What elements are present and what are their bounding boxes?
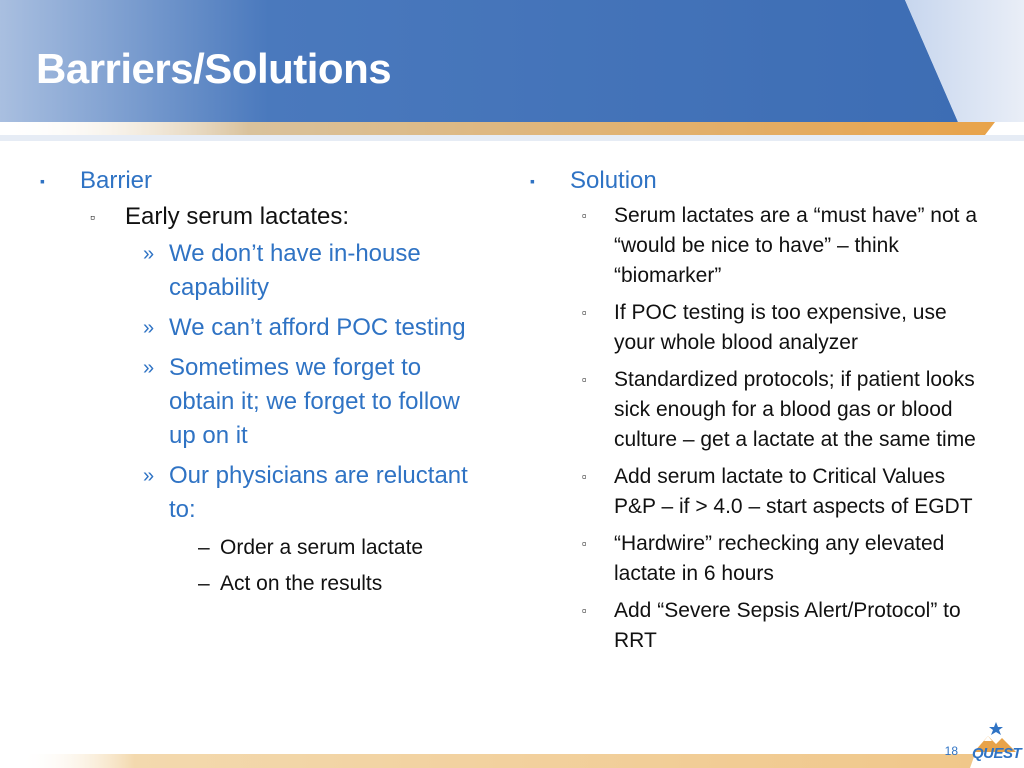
barrier-heading-text: Barrier bbox=[80, 167, 153, 194]
solution-item bbox=[530, 298, 990, 358]
hollow-square-bullet-icon: ▫ bbox=[90, 209, 95, 225]
hollow-square-bullet-icon: ▫ bbox=[582, 305, 587, 320]
solution-item bbox=[530, 529, 990, 589]
barrier-subitem-text: Order a serum lactate bbox=[220, 536, 424, 559]
solution-item-text: “Hardwire” rechecking any elevated lactate in 6 hours bbox=[614, 532, 945, 585]
dash-bullet-icon: – bbox=[198, 536, 210, 559]
barrier-item bbox=[40, 459, 480, 527]
square-bullet-icon: ▪ bbox=[530, 173, 535, 189]
solution-item-text: Add serum lactate to Critical Values P&P – if > 4.0 – start aspects of EGDT bbox=[614, 465, 973, 518]
chevron-bullet-icon: » bbox=[143, 317, 155, 339]
barrier-column bbox=[40, 165, 480, 605]
quest-logo bbox=[966, 718, 1022, 766]
dash-bullet-icon: – bbox=[198, 572, 210, 595]
barrier-item-text: Sometimes we forget to obtain it; we forget to follow up on it bbox=[169, 354, 460, 449]
solution-item bbox=[530, 201, 990, 291]
chevron-bullet-icon: » bbox=[143, 465, 155, 487]
hollow-square-bullet-icon: ▫ bbox=[582, 469, 587, 484]
solution-item bbox=[530, 365, 990, 455]
solution-item-text: If POC testing is too expensive, use your whole blood analyzer bbox=[614, 301, 947, 354]
barrier-heading bbox=[40, 165, 480, 197]
solution-item bbox=[530, 596, 990, 656]
header-banner bbox=[0, 0, 1024, 150]
chevron-bullet-icon: » bbox=[143, 357, 155, 379]
solution-heading bbox=[530, 165, 990, 197]
logo-text: QUEST bbox=[972, 745, 1022, 762]
barrier-subitem bbox=[40, 569, 480, 599]
solution-item-text: Serum lactates are a “must have” not a “would be nice to have” – think “biomarker” bbox=[614, 204, 977, 287]
barrier-item bbox=[40, 237, 480, 305]
barrier-subheading bbox=[40, 201, 480, 233]
solution-column bbox=[530, 165, 990, 663]
slide-title: Barriers/Solutions bbox=[36, 45, 392, 92]
barrier-item bbox=[40, 351, 480, 453]
square-bullet-icon: ▪ bbox=[40, 173, 45, 189]
hollow-square-bullet-icon: ▫ bbox=[582, 372, 587, 387]
solution-item bbox=[530, 462, 990, 522]
hollow-square-bullet-icon: ▫ bbox=[582, 536, 587, 551]
hollow-square-bullet-icon: ▫ bbox=[582, 603, 587, 618]
barrier-subitem bbox=[40, 533, 480, 563]
hollow-square-bullet-icon: ▫ bbox=[582, 208, 587, 223]
footer bbox=[0, 728, 1024, 768]
barrier-item-text: We can’t afford POC testing bbox=[169, 314, 466, 341]
barrier-item-text: We don’t have in-house capability bbox=[169, 240, 421, 301]
page-number: 18 bbox=[944, 744, 958, 758]
solution-item-text: Standardized protocols; if patient looks sick enough for a blood gas or blood culture – get a lactate at the same time bbox=[614, 368, 976, 451]
footer-stripe bbox=[0, 728, 1024, 768]
chevron-bullet-icon: » bbox=[143, 243, 155, 265]
solution-item-text: Add “Severe Sepsis Alert/Protocol” to RRT bbox=[614, 599, 961, 652]
solution-heading-text: Solution bbox=[570, 167, 657, 194]
barrier-item bbox=[40, 311, 480, 345]
barrier-item-text: Our physicians are reluctant to: bbox=[169, 462, 468, 523]
barrier-subheading-text: Early serum lactates: bbox=[125, 203, 350, 230]
barrier-subitem-text: Act on the results bbox=[220, 572, 383, 595]
